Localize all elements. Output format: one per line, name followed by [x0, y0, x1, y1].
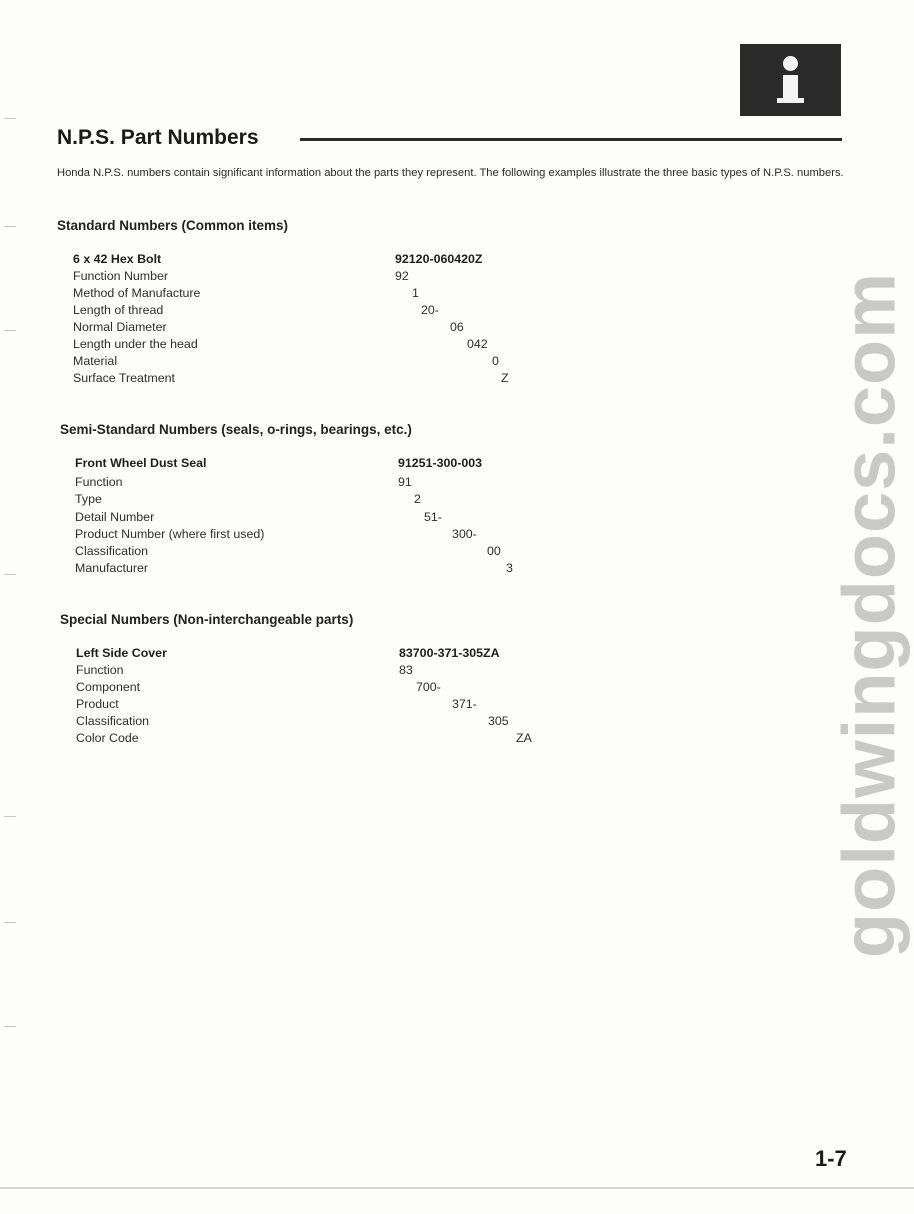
page-title: N.P.S. Part Numbers [57, 126, 259, 149]
row-label: Function [75, 475, 123, 489]
row-code: 1 [412, 286, 419, 300]
page-number: 1-7 [815, 1146, 847, 1171]
row-code: 91 [398, 475, 412, 489]
row-code: 305 [488, 714, 509, 728]
row-code: 20- [421, 303, 439, 317]
margin-mark [4, 922, 16, 923]
row-label: Method of Manufacture [73, 286, 201, 300]
margin-mark [4, 816, 16, 817]
row-code: 06 [450, 320, 464, 334]
row-code: 300- [452, 527, 477, 541]
info-icon-foot [777, 98, 804, 103]
row-label: Classification [75, 544, 148, 558]
row-label: Length of thread [73, 303, 164, 317]
section-title-standard: Standard Numbers (Common items) [57, 218, 289, 233]
part-number: 92120-060420Z [395, 252, 483, 266]
row-code: 83 [399, 663, 413, 677]
intro-paragraph: Honda N.P.S. numbers contain significant information about the parts they represent. The following examples illustrate the three basic types of N.P.S. numbers. [57, 167, 844, 179]
row-code: 00 [487, 544, 501, 558]
part-number: 91251-300-003 [398, 456, 483, 470]
row-label: Type [75, 492, 102, 506]
part-name: Left Side Cover [76, 646, 167, 660]
watermark: goldwingdocs.com [827, 271, 911, 959]
margin-mark [4, 118, 16, 119]
row-label: Surface Treatment [73, 371, 175, 385]
row-label: Length under the head [73, 337, 198, 351]
part-name: Front Wheel Dust Seal [75, 456, 207, 470]
part-name: 6 x 42 Hex Bolt [73, 252, 162, 266]
page-bottom-edge [0, 1187, 914, 1189]
row-code: 51- [424, 510, 442, 524]
info-icon [740, 44, 841, 116]
row-label: Classification [76, 714, 149, 728]
row-label: Material [73, 354, 118, 368]
row-label: Manufacturer [75, 561, 149, 575]
section-title-semi-standard: Semi-Standard Numbers (seals, o-rings, bearings, etc.) [60, 422, 412, 437]
row-code: 2 [414, 492, 421, 506]
margin-mark [4, 1026, 16, 1027]
margin-mark [4, 226, 16, 227]
row-label: Component [76, 680, 141, 694]
row-code: 042 [467, 337, 488, 351]
row-code: 371- [452, 697, 477, 711]
info-icon-dot [783, 56, 798, 71]
section-title-special: Special Numbers (Non-interchangeable parts) [60, 612, 354, 627]
row-code: 92 [395, 269, 409, 283]
row-label: Product Number (where first used) [75, 527, 265, 541]
row-label: Color Code [76, 731, 139, 745]
title-rule [300, 138, 842, 141]
row-code: Z [501, 371, 509, 385]
row-code: 0 [492, 354, 499, 368]
row-code: 700- [416, 680, 441, 694]
margin-mark [4, 330, 16, 331]
margin-mark [4, 574, 16, 575]
row-label: Product [76, 697, 119, 711]
row-code: ZA [516, 731, 532, 745]
row-label: Function [76, 663, 124, 677]
row-code: 3 [506, 561, 513, 575]
row-label: Function Number [73, 269, 169, 283]
row-label: Detail Number [75, 510, 155, 524]
row-label: Normal Diameter [73, 320, 167, 334]
part-number: 83700-371-305ZA [399, 646, 500, 660]
